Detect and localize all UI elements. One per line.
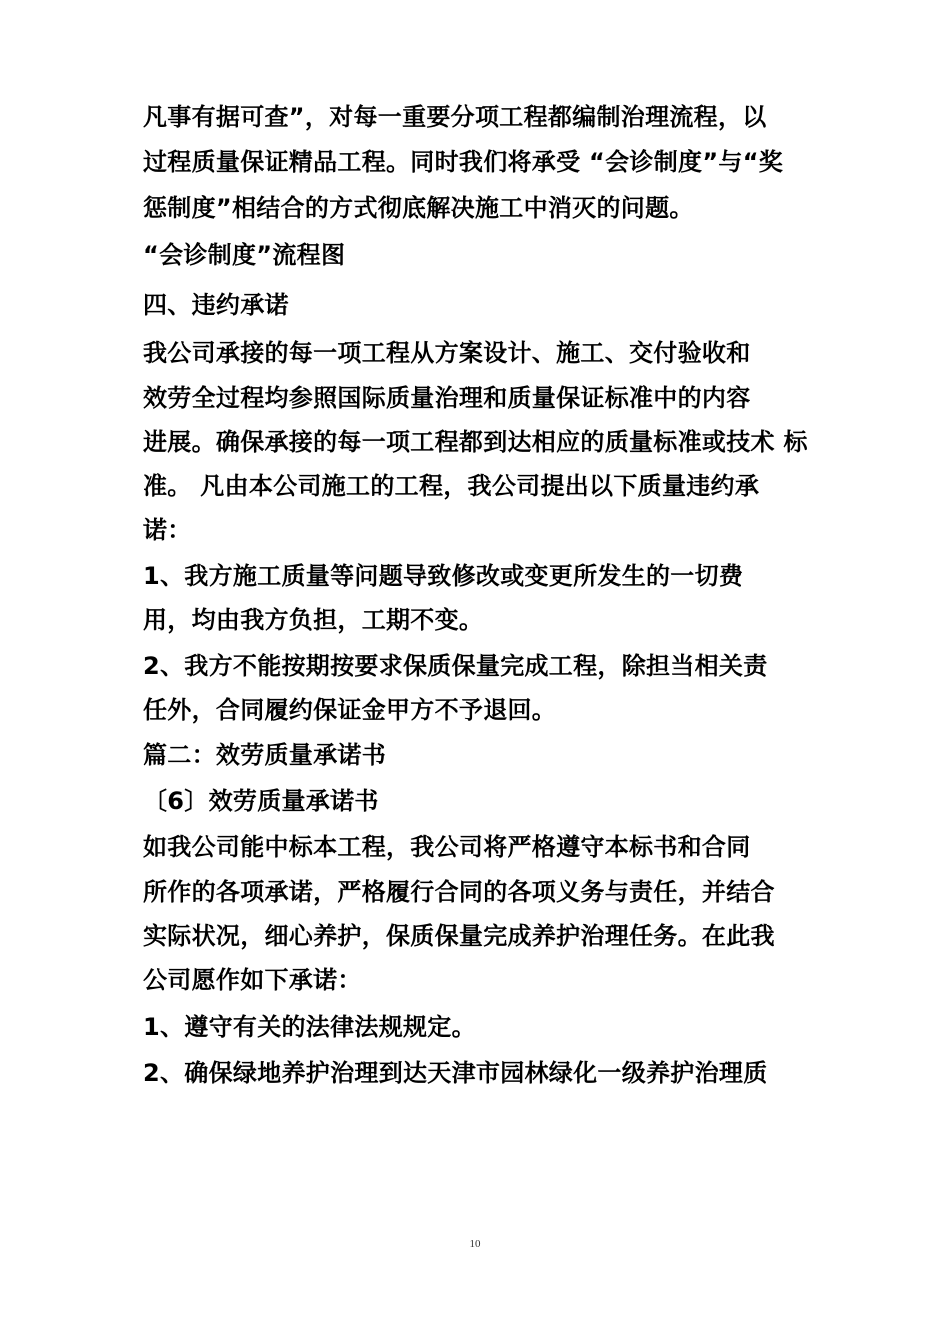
page-number: 10 [469,1238,481,1250]
list-item: 2、我方不能按期按要求保质保量完成工程，除担当相关责 [143,652,768,680]
text-line: 准。 凡由本公司施工的工程，我公司提出以下质量违约承 [143,472,760,500]
text-line: 惩制度”相结合的方式彻底解决施工中消灭的问题。 [143,194,694,222]
list-item: 2、确保绿地养护治理到达天津市园林绿化一级养护治理质 [143,1059,768,1087]
text-line: 诺： [143,516,192,544]
text-line: 效劳全过程均参照国际质量治理和质量保证标准中的内容 [143,384,751,412]
text-line: 所作的各项承诺，严格履行合同的各项义务与责任，并结合 [143,878,775,906]
text-line: 如我公司能中标本工程，我公司将严格遵守本标书和合同 [143,833,751,861]
list-item: 1、我方施工质量等问题导致修改或变更所发生的一切费 [143,562,744,590]
sub-heading: 〔6〕效劳质量承诺书 [143,787,379,815]
text-line: 实际状况，细心养护，保质保量完成养护治理任务。在此我 [143,922,775,950]
text-line: 任外，合同履约保证金甲方不予退回。 [143,696,557,724]
text-line: 进展。确保承接的每一项工程都到达相应的质量标准或技术 标 [143,428,808,456]
section-heading: 篇二：效劳质量承诺书 [143,741,386,769]
text-line: 凡事有据可查”，对每一重要分项工程都编制治理流程，以 [143,103,767,131]
text-line: 公司愿作如下承诺： [143,966,362,994]
text-line: 我公司承接的每一项工程从方案设计、施工、交付验收和 [143,339,751,367]
text-line: 用，均由我方负担，工期不变。 [143,606,484,634]
list-item: 1、遵守有关的法律法规规定。 [143,1013,476,1041]
text-line: 过程质量保证精品工程。同时我们将承受 “会诊制度”与“奖 [143,148,784,176]
section-heading: 四、违约承诺 [143,291,289,319]
text-line: “会诊制度”流程图 [143,241,346,269]
